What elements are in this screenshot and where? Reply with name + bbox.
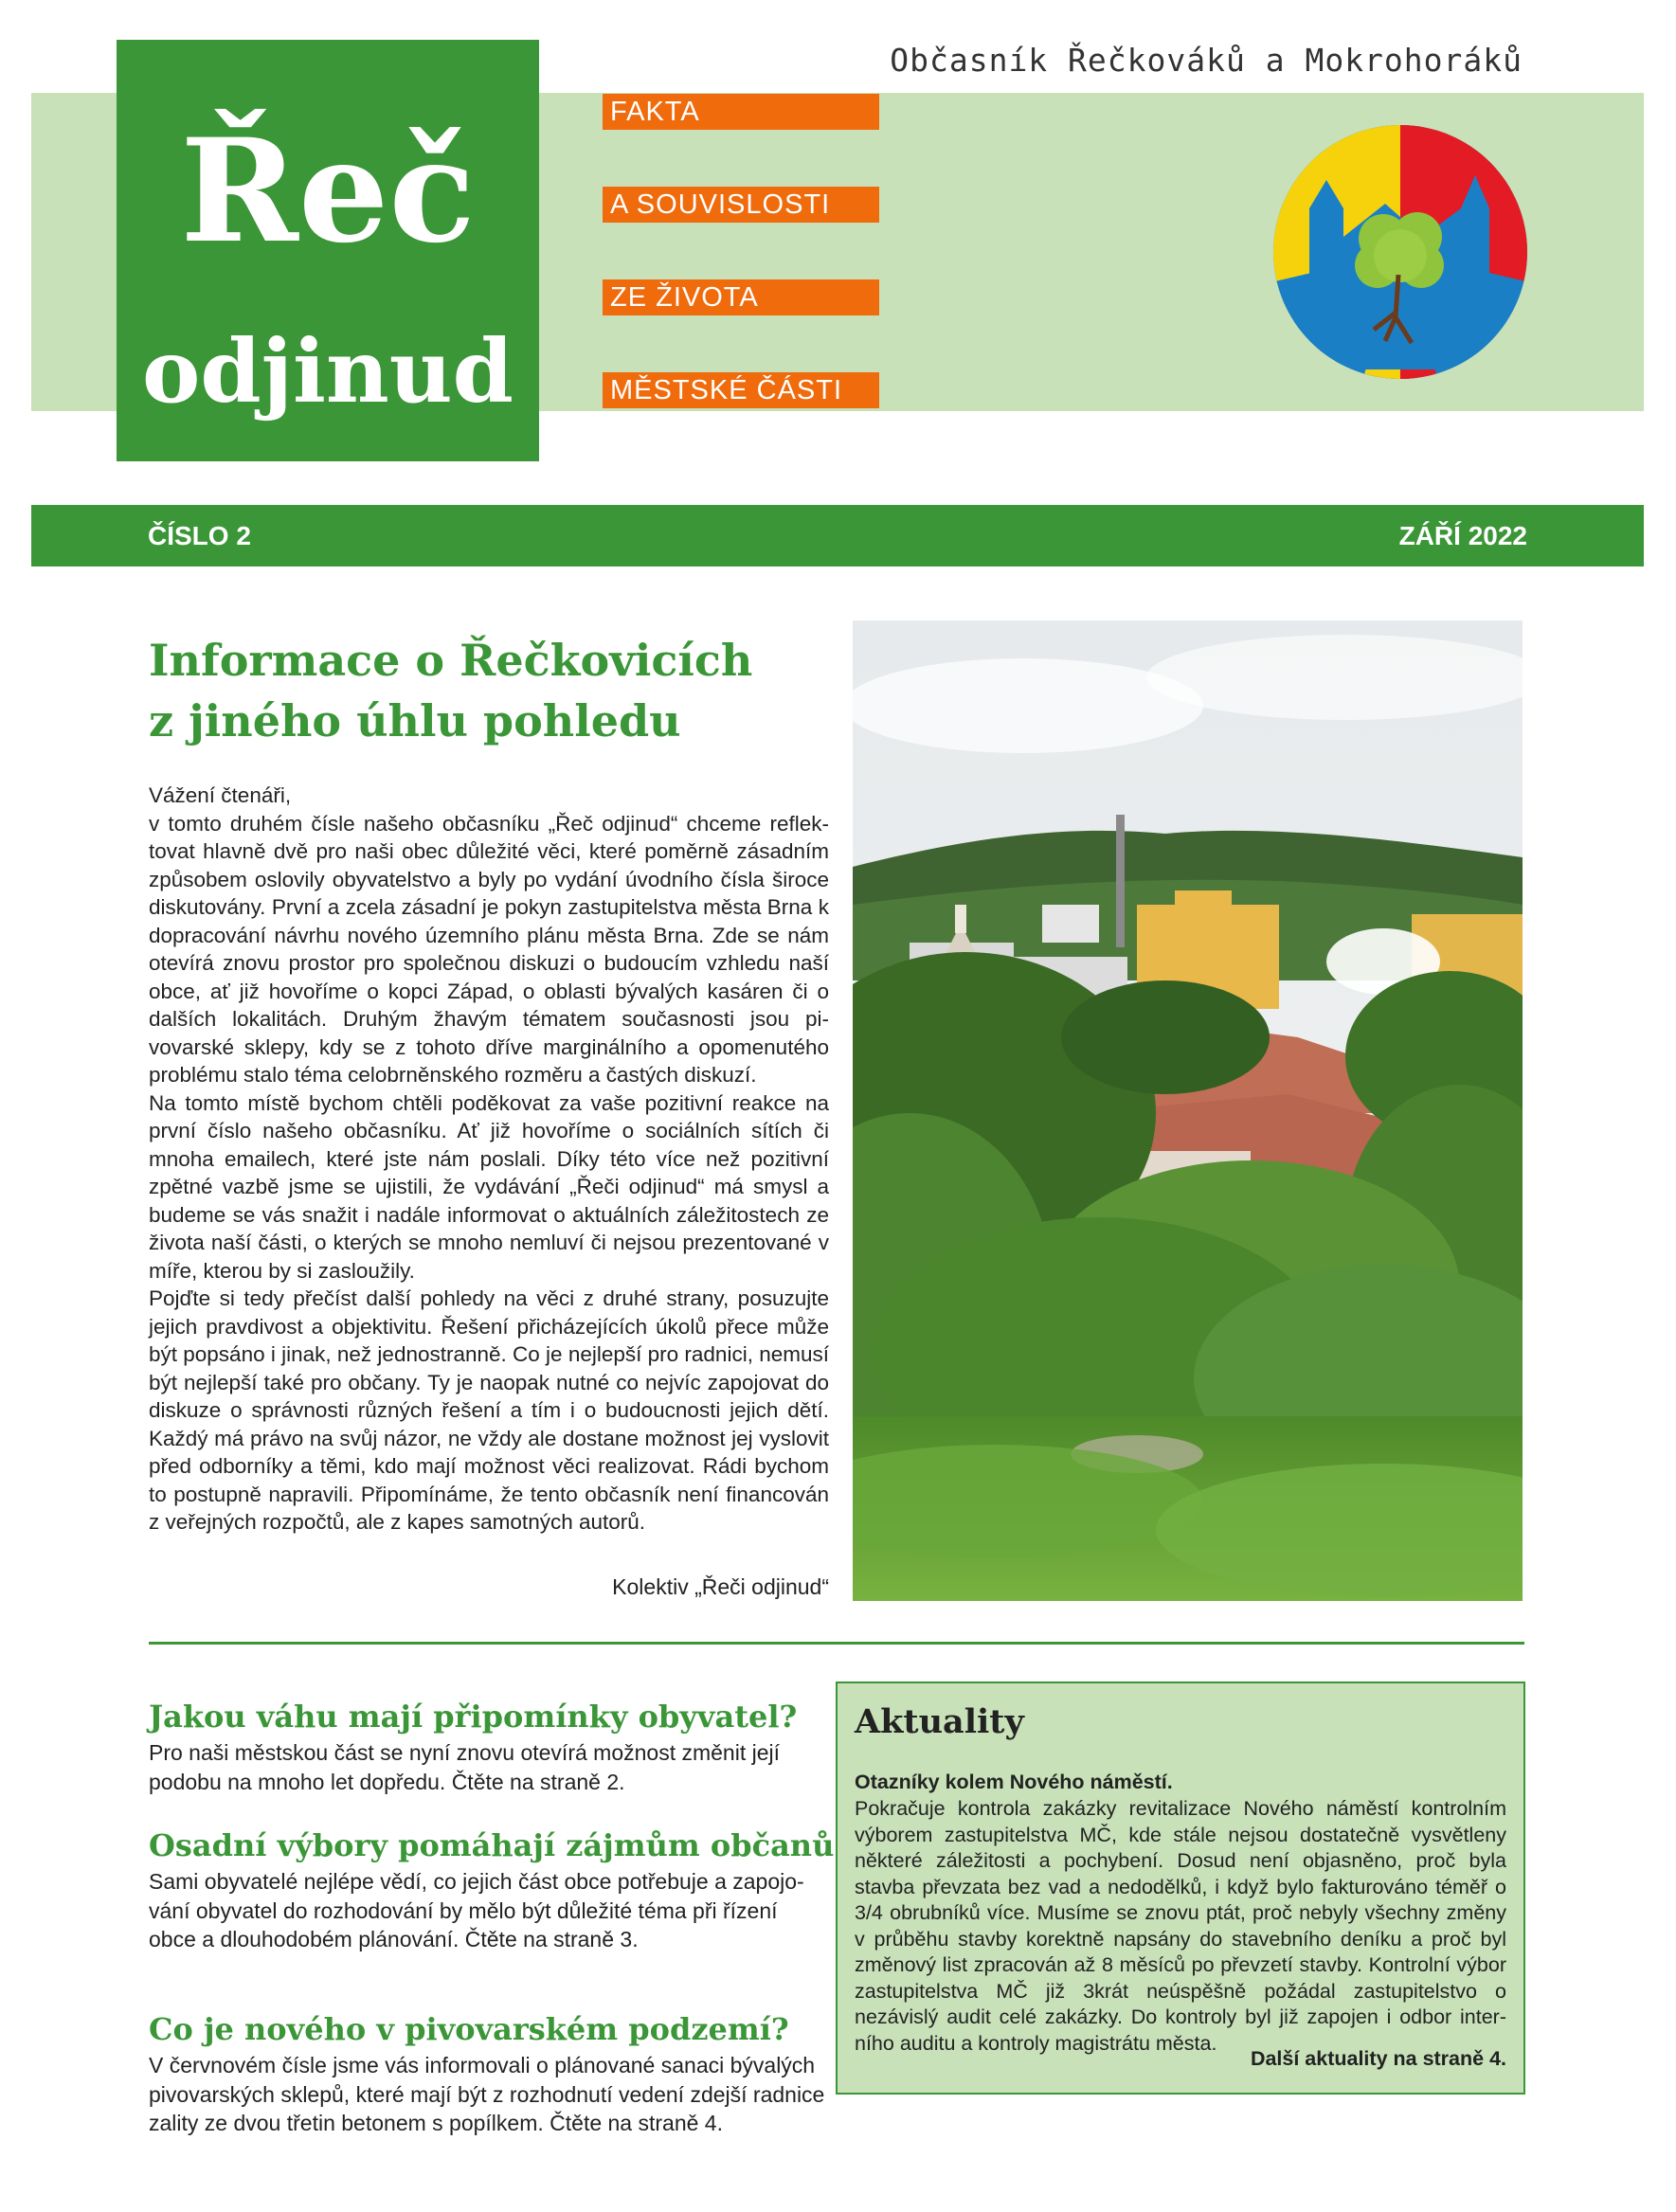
masthead-logo	[117, 40, 539, 461]
main-title-line2: z jiného úhlu pohledu	[149, 695, 681, 746]
logo-title: Řeč	[180, 108, 476, 275]
masthead-subtitle: Občasník Řečkováků a Mokrohoráků	[890, 42, 1523, 79]
teaser-text: Pro naši městskou část se nyní znovu otevírá možnost změnit její podobu na mnoho let dopředu. Čtěte na straně 2.	[149, 1740, 781, 1794]
news-text: Pokračuje kontrola zakázky revitalizace Nového náměstí kontrolním výborem zastupitelstva MČ, kde stále nejsou dostatečně vysvětleny některé záležitosti a pochybení. Dosud není objasněno, proč byla stavba převzata bez vad a nedodělků, i když bylo fakturováno téměř o 3/4 obrubníků více. Musíme se znovu ptát, proč nebyly všechny změny v průběhu stavby korektně napsány do stavebního deníku a proč byl změnový list zpracován až 8 měsíců po převzetí stavby. Kontrolní výbor zastupitelstva MČ již 3krát neúspěšně požádal zastupitelstvo o nezávislý audit celé zakázky. Do kontroly byl již zapojen i odbor interního auditu a kontroly magistrátu města.	[855, 1797, 1506, 2055]
paragraph: Na tomto místě bychom chtěli poděkovat za vaše pozitivní reakce na první číslo našeho občasníku. Ať již hovoříme o sociálních sítích či mnoha emailech, které jste nám poslali. Díky této více než pozitivní zpětné vazbě jsme se ujistili, že vydávání „Řeči odjinud“ má smysl a budeme se vás snažit i nadále informovat o aktuálních záležitostech ze života naší části, o kterých se mnoho nemluví či nejsou prezentované v míře, kterou by si zasloužily.	[149, 1090, 829, 1283]
news-heading: Aktuality	[855, 1702, 1024, 1741]
tag-fakta: FAKTA	[603, 94, 879, 130]
logo-subtitle: odjinud	[141, 320, 514, 423]
district-crest-icon	[1271, 123, 1529, 381]
paragraph: Pojďte si tedy přečíst další pohledy na věci z druhé strany, posuzujte jejich pravdivost a objektivitu. Řešení přicházejících úkolů přece může být popsáno i jinak, než jednostranně. Co je nejlepší pro radnici, nemusí být nejlepší také pro občany. Ty je naopak nutné co nejvíc zapojovat do diskuze o správnosti různých řešení a tím i o budoucnosti jejich dětí. Každý má právo na svůj názor, ne vždy ale dostane možnost jej vyslovit před odborníky a těmi, kdo mají možnost věci realizovat. Rádi bychom to postupně napravili. Připomínáme, že tento občasník není financován z veřejných rozpočtů, ale z kapes samotných autorů.	[149, 1286, 829, 1534]
article-signature: Kolektiv „Řeči odjinud“	[612, 1574, 829, 1599]
news-subheading: Otazníky kolem Nového náměstí.	[855, 1771, 1173, 1793]
teaser-text: Sami obyvatelé nejlépe vědí, co jejich část obce potřebuje a zapojování obyvatel do rozhodování by mělo být důležité téma při řízení obce a dlouhodobém plánování. Čtěte na straně 3.	[149, 1869, 804, 1951]
issue-date: ZÁŘÍ 2022	[1398, 521, 1527, 550]
main-article-body	[149, 782, 829, 1537]
tag-mestske-casti: MĚSTSKÉ ČÁSTI	[603, 372, 879, 408]
main-title-line1: Informace o Řečkovicích	[149, 635, 753, 686]
news-box	[836, 1681, 1525, 2095]
teaser-text: V červnovém čísle jsme vás informovali o plánované sanaci bývalých pivovarských sklepů, které mají být z rozhodnutí vedení zdejší radnice zality ze dvou třetin betonem s popílkem. Čtěte na straně 4.	[149, 2053, 825, 2135]
paragraph: v tomto druhém čísle našeho občasníku „Řeč odjinud“ chceme reflektovat hlavně dvě pro naši obec důležité věci, které poměrně zásadním způsobem oslovily obyvatelstvo a byly po vydání úvodního čísla široce diskutovány. První a zcela zásadní je pokyn zastupitelstva města Brna k dopracování návrhu nového územního plánu města Brna. Zde se nám otevírá znovu prostor pro společnou diskuzi o budoucím vzhledu naší obce, ať již hovoříme o kopci Západ, o oblasti bývalých kasáren či o dalších lokalitách. Druhým žhavým tématem současnosti jsou pivovarské sklepy, kdy se z tohoto dříve marginálního a opomenutého problému stalo téma celobrněnského rozměru a častých diskuzí.	[149, 811, 829, 1087]
tag-ze-zivota: ZE ŽIVOTA	[603, 279, 879, 315]
issue-number: ČÍSLO 2	[148, 521, 251, 550]
tag-souvislosti: A SOUVISLOSTI	[603, 187, 879, 223]
teaser-title: Jakou váhu mají připomínky obyvatel?	[149, 1699, 798, 1735]
main-article-title	[149, 630, 812, 751]
paragraph: Vážení čtenáři,	[149, 783, 292, 807]
issue-bar	[31, 505, 1644, 566]
town-photo	[853, 620, 1523, 1601]
section-divider	[149, 1642, 1524, 1645]
teaser-title: Osadní výbory pomáhají zájmům občanů	[149, 1827, 835, 1863]
news-more-link: Další aktuality na straně 4.	[1250, 2047, 1506, 2070]
teaser-title: Co je nového v pivovarském podzemí?	[149, 2011, 789, 2047]
